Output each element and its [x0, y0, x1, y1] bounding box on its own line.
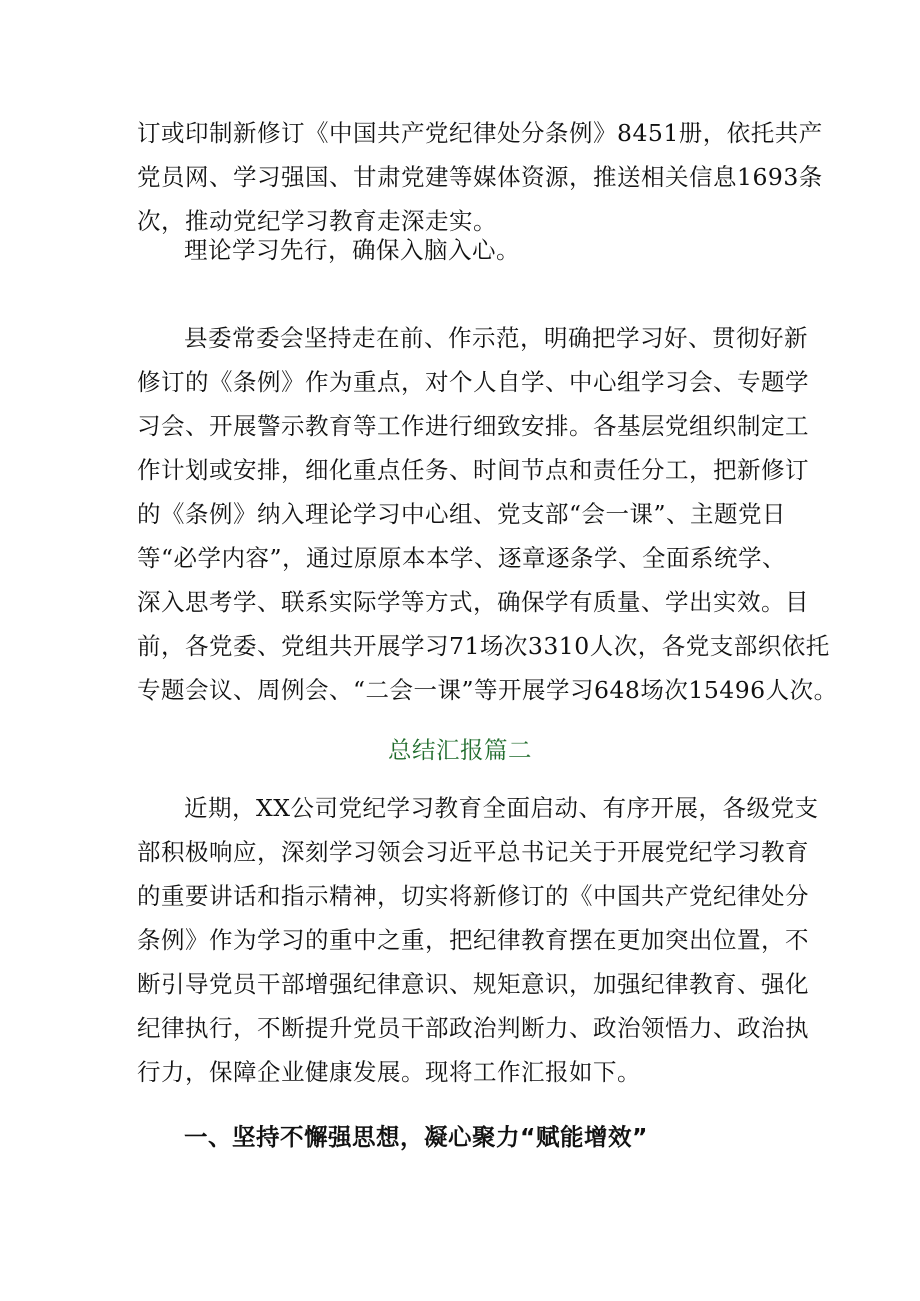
- text-line: 订或印制新修订《中国共产党纪律处分条例》8451册，依托共产: [137, 119, 823, 147]
- paragraph-company-report: [137, 786, 819, 1094]
- text-line: 理论学习先行，确保入脑入心。: [184, 236, 520, 264]
- paragraph-county-committee: [137, 316, 838, 712]
- text-line: 深入思考学、联系实际学等方式，确保学有质量、学出实效。目: [137, 588, 809, 616]
- text-line: 专题会议、周例会、“二会一课”等开展学习648场次15496人次。: [137, 676, 838, 704]
- text-line: 的《条例》纳入理论学习中心组、党支部“会一课”、主题党日: [137, 500, 787, 528]
- text-line: 次，推动党纪学习教育走深走实。: [137, 207, 497, 235]
- text-line: 前，各党委、党组共开展学习71场次3310人次，各党支部织依托: [137, 632, 830, 660]
- text-line: 纪律执行，不断提升党员干部政治判断力、政治领悟力、政治执: [137, 1014, 809, 1042]
- text-line: 修订的《条例》作为重点，对个人自学、中心组学习会、专题学: [137, 368, 809, 396]
- text-line: 条例》作为学习的重中之重，把纪律教育摆在更加突出位置，不: [137, 926, 809, 954]
- text-line: 断引导党员干部增强纪律意识、规矩意识，加强纪律教育、强化: [137, 970, 809, 998]
- text-line: 行力，保障企业健康发展。现将工作汇报如下。: [137, 1058, 641, 1086]
- paragraph-theory-study: [137, 228, 797, 272]
- text-line: 近期，XX公司党纪学习教育全面启动、有序开展，各级党支: [184, 794, 819, 822]
- text-line: 县委常委会坚持走在前、作示范，明确把学习好、贯彻好新: [184, 324, 808, 352]
- text-line: 作计划或安排，细化重点任务、时间节点和责任分工，把新修订: [137, 456, 809, 484]
- text-line: 习会、开展警示教育等工作进行细致安排。各基层党组织制定工: [137, 412, 809, 440]
- heading-level-1: 一、坚持不懈强思想，凝心聚力“赋能增效”: [184, 1123, 648, 1151]
- text-line: 党员网、学习强国、甘肃党建等媒体资源，推送相关信息1693条: [137, 163, 823, 191]
- paragraph-continuation: [137, 111, 823, 243]
- text-line: 等“必学内容”，通过原原本本学、逐章逐条学、全面系统学、: [137, 544, 787, 572]
- text-line: 的重要讲话和指示精神，切实将新修订的《中国共产党纪律处分: [137, 882, 809, 910]
- section-title: 总结汇报篇二: [388, 736, 532, 764]
- text-line: 部积极响应，深刻学习领会习近平总书记关于开展党纪学习教育: [137, 838, 809, 866]
